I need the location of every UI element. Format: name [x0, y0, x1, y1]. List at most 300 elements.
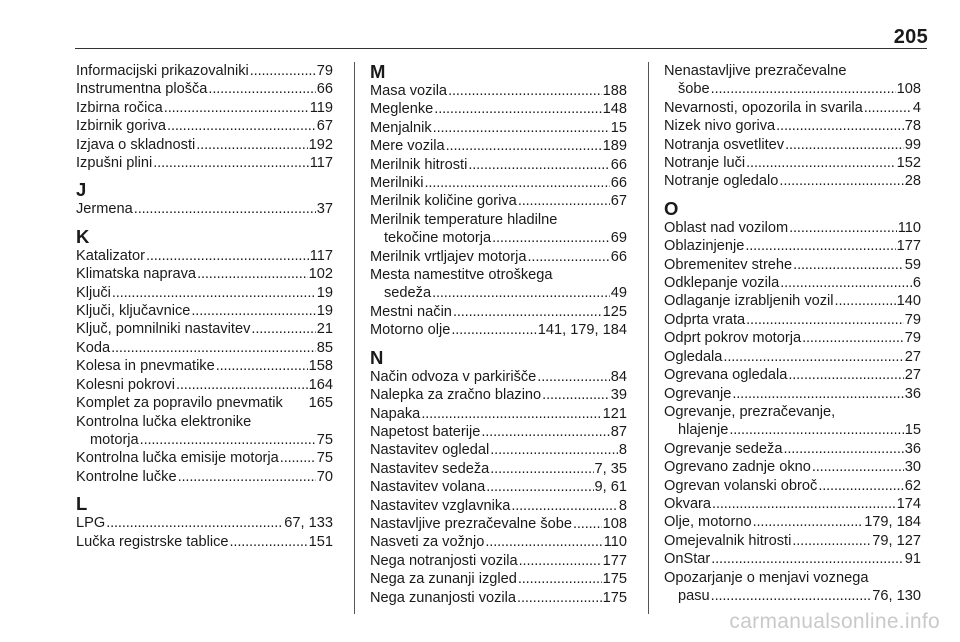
index-page-ref: 37 [316, 201, 333, 218]
index-page-ref: 84 [610, 368, 627, 385]
index-entry [76, 200, 333, 218]
index-letter-heading: N [370, 346, 384, 368]
dot-leader [486, 478, 593, 496]
index-page-ref: 174 [896, 495, 921, 512]
dot-leader [753, 513, 864, 531]
index-term: Mere vozila [370, 138, 445, 155]
index-page-ref: 177 [896, 238, 921, 255]
index-page-ref: 102 [308, 266, 333, 283]
index-page-ref: 67, 133 [284, 515, 333, 532]
dot-leader [537, 368, 609, 386]
dot-leader [448, 82, 602, 100]
index-page-ref: 192 [308, 136, 333, 153]
index-entry-line [664, 366, 921, 384]
dot-leader [250, 62, 316, 80]
dot-leader [481, 423, 609, 441]
index-entry [370, 82, 627, 100]
index-term: Izpušni plini [76, 155, 153, 172]
index-entry-line [76, 339, 333, 357]
index-page-ref: 9, 61 [594, 479, 627, 496]
index-entry-line [664, 136, 921, 154]
index-entry-line [370, 156, 627, 174]
index-term: Merilnik količine goriva [370, 193, 517, 210]
index-entry-line [76, 431, 333, 449]
dot-leader [864, 99, 912, 117]
index-term: Notranje ogledalo [664, 173, 779, 190]
header-rule [75, 48, 927, 49]
index-entry [76, 284, 333, 302]
index-entry-line [370, 248, 627, 266]
index-entry-line [370, 284, 627, 302]
index-term-continuation: hlajenje [678, 422, 729, 439]
index-entry [664, 274, 921, 292]
index-term: Odlaganje izrabljenih vozil [664, 293, 834, 310]
index-entry [76, 357, 333, 375]
index-entry [664, 385, 921, 403]
index-entry [664, 366, 921, 384]
index-entry-line [370, 368, 627, 386]
index-entry [370, 248, 627, 266]
index-entry [664, 172, 921, 190]
index-entry [76, 62, 333, 80]
index-entry [370, 405, 627, 423]
index-entry [370, 460, 627, 478]
index-term: Nega zunanjosti vozila [370, 589, 517, 606]
dot-leader [485, 533, 602, 551]
index-letter-heading: J [76, 179, 87, 201]
index-term: Nastavitev volana [370, 479, 486, 496]
dot-leader [492, 229, 610, 247]
index-letter-heading: K [76, 225, 90, 247]
index-entry-line [76, 200, 333, 218]
index-entry-line [76, 376, 333, 394]
dot-leader [468, 156, 609, 174]
index-entry-line [664, 587, 921, 605]
dot-leader [517, 589, 602, 607]
index-entry [370, 156, 627, 174]
index-term: Informacijski prikazovalniki [76, 63, 249, 79]
index-entry [76, 449, 333, 467]
index-page-ref: 99 [904, 136, 921, 153]
index-page-ref: 69 [610, 230, 627, 247]
index-entry-line [664, 99, 921, 117]
index-entry-line [76, 320, 333, 338]
dot-leader [153, 154, 308, 172]
index-page-ref: 7, 35 [594, 460, 627, 477]
index-entry [664, 569, 921, 606]
index-page-ref: 119 [309, 99, 333, 116]
index-page-ref: 78 [904, 118, 921, 135]
index-term: Kontrolna lučka emisije motorja [76, 450, 279, 467]
index-entry [370, 303, 627, 321]
dot-leader [251, 320, 315, 338]
index-entry [370, 368, 627, 386]
dot-leader [518, 570, 602, 588]
index-term: Ogrevanje sedeža [664, 440, 783, 457]
dot-leader [196, 136, 307, 154]
index-page-ref: 27 [904, 348, 921, 365]
index-entry [664, 348, 921, 366]
index-term: Nasveti za vožnjo [370, 534, 485, 551]
index-entry [664, 219, 921, 237]
index-page-ref: 36 [904, 440, 921, 457]
dot-leader [711, 550, 904, 568]
index-entry-line [76, 514, 333, 532]
index-term: Komplet za popravilo pnevmatik [76, 395, 283, 412]
index-entry [76, 320, 333, 338]
index-page-ref: 188 [602, 83, 627, 99]
index-term-continuation: sedeža [384, 285, 432, 302]
index-entry-line [370, 497, 627, 515]
index-page-ref: 76, 130 [872, 587, 921, 604]
index-entry-line [370, 266, 627, 284]
index-entry [664, 550, 921, 568]
index-term: Menjalnik [370, 119, 432, 136]
index-entry [370, 192, 627, 210]
index-page-ref: 66 [316, 81, 333, 98]
index-entry [370, 137, 627, 155]
index-term: Ogrevanje, prezračevanje, [664, 403, 836, 420]
dot-leader [112, 284, 316, 302]
index-term: Koda [76, 339, 111, 356]
index-entry [664, 99, 921, 117]
index-page-ref: 19 [316, 303, 333, 320]
index-term: Odprt pokrov motorja [664, 330, 802, 347]
dot-leader [745, 237, 895, 255]
index-entry [664, 117, 921, 135]
index-entry [664, 458, 921, 476]
index-entry [76, 247, 333, 265]
index-term: Izbirnik goriva [76, 118, 167, 135]
index-entry-line [664, 154, 921, 172]
index-page-ref: 36 [904, 385, 921, 402]
index-entry-line [370, 303, 627, 321]
index-term: Obremenitev strehe [664, 256, 793, 273]
index-entry [370, 441, 627, 459]
dot-leader [723, 348, 903, 366]
index-entry [664, 513, 921, 531]
index-entry-line [370, 533, 627, 551]
index-entry-line [76, 99, 333, 117]
dot-leader [197, 265, 308, 283]
index-entry [664, 532, 921, 550]
index-entry-line [664, 311, 921, 329]
dot-leader [191, 302, 315, 320]
dot-leader [518, 192, 610, 210]
index-term: Merilnik hitrosti [370, 156, 468, 173]
dot-leader [812, 458, 904, 476]
index-entry-line [76, 394, 333, 412]
index-entry-line [76, 136, 333, 154]
dot-leader [780, 274, 912, 292]
dot-leader [425, 174, 610, 192]
index-entry-line [76, 154, 333, 172]
index-term: Meglenke [370, 101, 434, 118]
index-entry [76, 136, 333, 154]
index-entry [664, 477, 921, 495]
index-entry-line [76, 533, 333, 551]
index-entry [370, 211, 627, 248]
index-term: Nega za zunanji izgled [370, 571, 517, 588]
index-page-ref: 117 [309, 247, 333, 264]
index-term: Okvara [664, 495, 712, 512]
index-entry [370, 497, 627, 515]
index-term: Kolesni pokrovi [76, 376, 175, 393]
dot-leader [542, 386, 610, 404]
index-page-ref: 28 [904, 173, 921, 190]
index-entry-line [664, 172, 921, 190]
index-entry-line [76, 247, 333, 265]
index-page-ref: 66 [610, 248, 627, 265]
index-term: Oblazinjenje [664, 238, 745, 255]
index-term-continuation: šobe [678, 81, 710, 98]
index-entry-line [664, 421, 921, 439]
index-term: Izjava o skladnosti [76, 136, 196, 153]
index-page-ref: 66 [610, 175, 627, 192]
index-term: Nevarnosti, opozorila in svarila [664, 99, 863, 116]
index-entry-line [664, 117, 921, 135]
index-letter-heading: M [370, 61, 386, 82]
index-entry-line [370, 552, 627, 570]
index-entry-line [664, 62, 921, 80]
index-entry-line [370, 100, 627, 118]
index-page-ref: 108 [896, 81, 921, 98]
dot-leader [779, 172, 903, 190]
index-term: Ogrevanje [664, 385, 732, 402]
index-entry-line [370, 441, 627, 459]
index-entry [76, 99, 333, 117]
index-entry-line [76, 413, 333, 431]
dot-leader [176, 376, 308, 394]
index-entry-line [664, 385, 921, 403]
dot-leader [528, 248, 610, 266]
index-entry [370, 515, 627, 533]
index-term-continuation: pasu [678, 587, 710, 604]
index-entry [664, 292, 921, 310]
index-entry-line [664, 477, 921, 495]
index-entry [76, 413, 333, 450]
index-term: Opozarjanje o menjavi voznega [664, 569, 869, 586]
index-page-ref: 87 [610, 423, 627, 440]
dot-leader [746, 311, 904, 329]
dot-leader [167, 117, 316, 135]
index-term: Nastavitev sedeža [370, 460, 490, 477]
index-entry-line [370, 589, 627, 607]
index-entry-line [664, 348, 921, 366]
index-page-ref: 158 [308, 358, 333, 375]
index-entry-line [370, 405, 627, 423]
index-entry [664, 495, 921, 513]
dot-leader [451, 321, 536, 339]
index-entry-line [664, 256, 921, 274]
dot-leader [446, 137, 602, 155]
index-entry-line [664, 440, 921, 458]
dot-leader [783, 440, 903, 458]
dot-leader [511, 497, 618, 515]
index-entry [370, 589, 627, 607]
index-entry-line [370, 515, 627, 533]
dot-leader [146, 247, 309, 265]
index-page-ref: 179, 184 [864, 514, 921, 531]
index-term: Nastavljive prezračevalne šobe [370, 515, 572, 532]
index-term: Nega notranjosti vozila [370, 552, 518, 569]
index-entry [370, 386, 627, 404]
dot-leader [230, 533, 308, 551]
index-page-ref: 121 [602, 405, 627, 422]
index-page-ref: 79, 127 [872, 532, 921, 549]
dot-leader [712, 495, 896, 513]
index-entry-line [664, 237, 921, 255]
index-column-3 [664, 62, 921, 605]
dot-leader [732, 385, 903, 403]
index-term: Napetost baterije [370, 423, 481, 440]
index-page-ref: 62 [904, 477, 921, 494]
index-term: Merilniki [370, 175, 424, 192]
index-entry-line [76, 357, 333, 375]
index-entry-line [370, 137, 627, 155]
watermark: carmanualsonline.info [729, 610, 940, 633]
index-term: Ogrevana ogledala [664, 367, 788, 384]
index-entry [664, 136, 921, 154]
index-term: Ključi [76, 284, 111, 301]
dot-leader [134, 200, 316, 218]
dot-leader [140, 431, 316, 449]
index-entry-line [370, 386, 627, 404]
index-entry-line [76, 449, 333, 467]
index-term: Ogrevano zadnje okno [664, 459, 811, 476]
index-page-ref: 152 [896, 155, 921, 172]
index-page-ref: 79 [316, 63, 333, 79]
index-entry-line [76, 284, 333, 302]
index-entry-line [370, 321, 627, 339]
index-page-ref: 8 [618, 497, 627, 514]
index-term: Motorno olje [370, 322, 451, 339]
index-entry [76, 514, 333, 532]
index-page-ref: 75 [316, 431, 333, 448]
index-entry-line [76, 468, 333, 486]
index-term: Notranja osvetlitev [664, 136, 785, 153]
index-term: Omejevalnik hitrosti [664, 532, 792, 549]
index-page-ref: 39 [610, 387, 627, 404]
index-page-ref: 79 [904, 311, 921, 328]
index-page-ref: 15 [610, 119, 627, 136]
page-number: 205 [893, 26, 928, 48]
dot-leader [818, 477, 903, 495]
index-page-ref: 165 [308, 395, 333, 412]
dot-leader [280, 449, 316, 467]
index-term: Nenastavljive prezračevalne [664, 63, 847, 79]
index-term-continuation: motorja [90, 431, 139, 448]
index-entry-line [664, 219, 921, 237]
dot-leader [802, 329, 904, 347]
index-page-ref: 19 [316, 284, 333, 301]
index-entry [370, 423, 627, 441]
index-page-ref: 148 [602, 101, 627, 118]
index-page-ref: 66 [610, 156, 627, 173]
dot-leader [746, 154, 896, 172]
index-term: Nastavitev ogledal [370, 442, 490, 459]
index-entry-line [664, 495, 921, 513]
dot-leader [111, 339, 316, 357]
column-divider [354, 62, 355, 614]
index-page-ref: 108 [602, 515, 627, 532]
index-page-ref: 70 [316, 468, 333, 485]
index-term: Nalepka za zračno blazino [370, 387, 542, 404]
index-term: Instrumentna plošča [76, 81, 208, 98]
index-entry-line [664, 458, 921, 476]
index-page-ref: 140 [896, 293, 921, 310]
index-page-ref: 21 [316, 321, 333, 338]
dot-leader [434, 100, 601, 118]
index-page-ref: 67 [610, 193, 627, 210]
index-term: Notranje luči [664, 155, 746, 172]
index-term: Ključi, ključavnice [76, 303, 191, 320]
dot-leader [453, 303, 602, 321]
index-entry [76, 117, 333, 135]
index-term: Klimatska naprava [76, 266, 197, 283]
index-page-ref: 15 [904, 422, 921, 439]
index-term: Izbirna ročica [76, 99, 163, 116]
index-term: Ogledala [664, 348, 723, 365]
dot-leader [835, 292, 896, 310]
index-entry-line [664, 274, 921, 292]
index-entry [370, 174, 627, 192]
dot-leader [711, 587, 872, 605]
index-entry-line [76, 265, 333, 283]
dot-leader [788, 366, 903, 384]
index-page-ref: 75 [316, 450, 333, 467]
index-letter-heading: L [76, 493, 88, 515]
index-letter-heading: O [664, 197, 679, 219]
index-entry-line [370, 460, 627, 478]
index-column-1 [76, 62, 333, 551]
index-entry-line [664, 329, 921, 347]
index-term: Lučka registrske tablice [76, 533, 229, 550]
index-term: Merilnik vrtljajev motorja [370, 248, 527, 265]
index-term: Kolesa in pnevmatike [76, 358, 215, 375]
dot-leader [432, 284, 610, 302]
index-page-ref: 85 [316, 339, 333, 356]
index-entry-line [664, 80, 921, 98]
index-page-ref: 125 [602, 303, 627, 320]
index-page-ref: 141, 179, 184 [537, 322, 627, 339]
index-page-ref: 177 [602, 552, 627, 569]
index-term: Olje, motorno [664, 514, 752, 531]
index-entry-line [664, 513, 921, 531]
dot-leader [421, 405, 601, 423]
index-entry-line [76, 80, 333, 98]
index-page-ref: 6 [912, 275, 921, 292]
index-entry-line [370, 570, 627, 588]
index-term: Odprta vrata [664, 311, 746, 328]
index-entry [76, 394, 333, 412]
index-entry-line [664, 550, 921, 568]
index-entry [370, 321, 627, 339]
index-entry-line [370, 82, 627, 100]
index-entry-line [370, 478, 627, 496]
dot-leader [178, 468, 316, 486]
index-term: Jermena [76, 201, 133, 218]
index-entry-line [664, 403, 921, 421]
index-entry-line [370, 174, 627, 192]
index-entry [664, 311, 921, 329]
index-entry-line [370, 229, 627, 247]
index-page-ref: 91 [904, 551, 921, 568]
index-entry [76, 154, 333, 172]
index-entry [76, 339, 333, 357]
index-entry [664, 62, 921, 99]
index-term: OnStar [664, 551, 711, 568]
